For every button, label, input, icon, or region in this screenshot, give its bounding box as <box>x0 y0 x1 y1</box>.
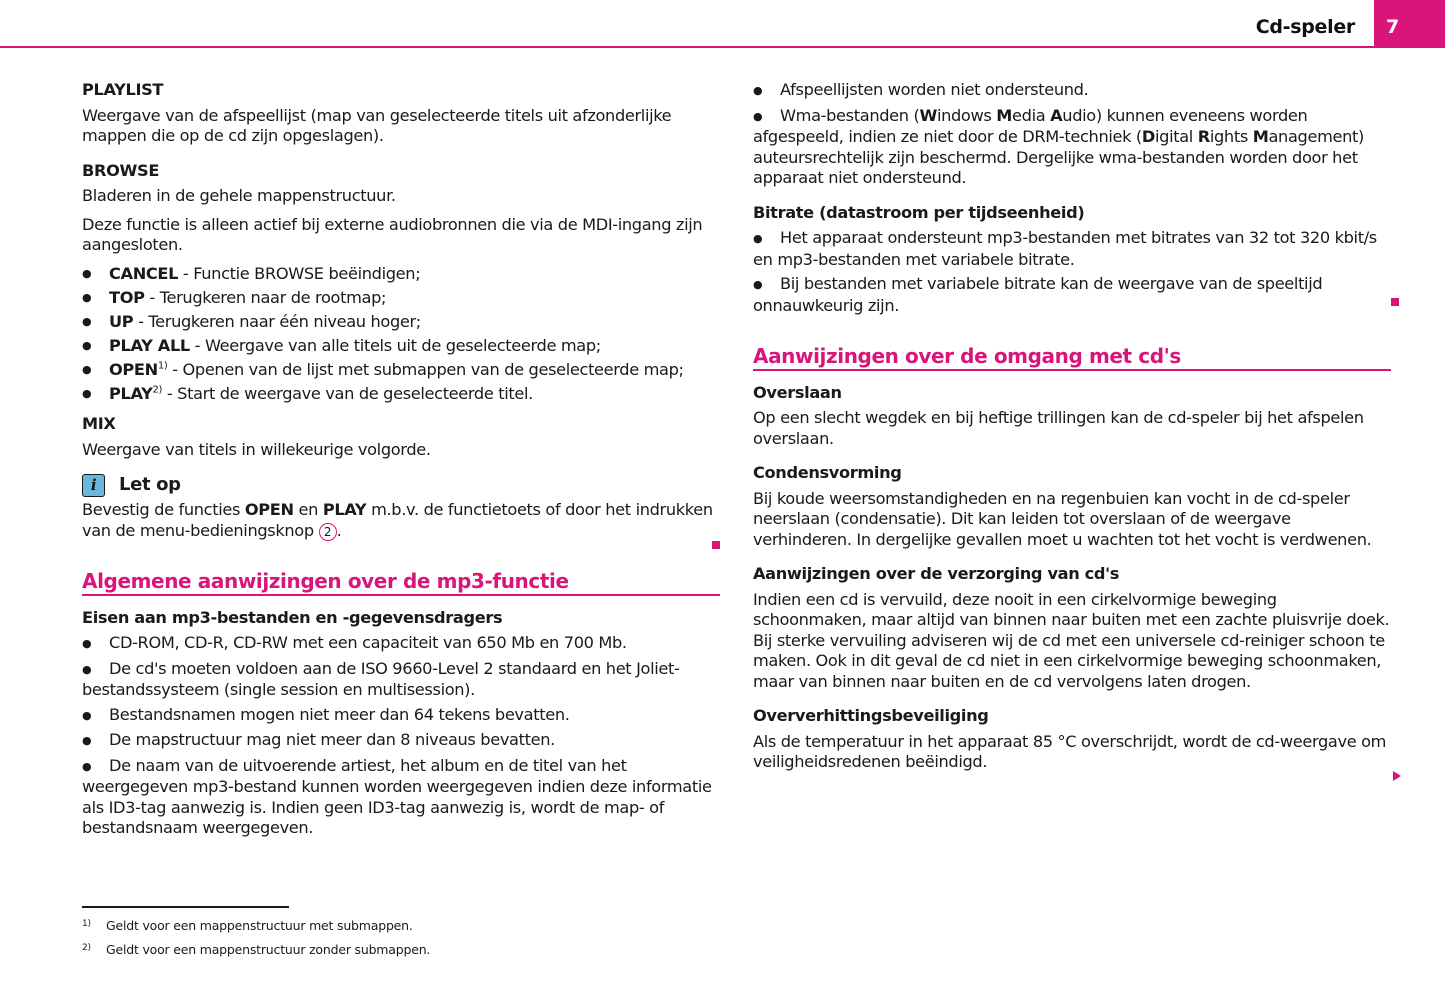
list-item: ● De cd's moeten voldoen aan de ISO 9660-Level 2 standaard en het Joliet-bestandssysteem (single session en multisession). <box>82 658 680 699</box>
list-item: ● Afspeellijsten worden niet ondersteund. <box>753 80 1089 99</box>
page-number: 7 <box>1386 16 1400 38</box>
playlist-text: Weergave van de afspeellijst (map van geselecteerde titels uit afzonderlijke mappen die op de cd zijn opgeslagen). <box>82 105 672 145</box>
mp3-section-title: Algemene aanwijzingen over de mp3-functie <box>82 571 720 596</box>
cd-handling-section-title: Aanwijzingen over de omgang met cd's <box>753 346 1391 371</box>
list-item: ● PLAY ALL - Weergave van alle titels uit de geselecteerde map; <box>82 336 720 357</box>
browse-text-1: Bladeren in de gehele mappenstructuur. <box>82 186 396 205</box>
note-title: Let op <box>119 474 181 496</box>
browse-function-list <box>82 264 720 405</box>
list-item: ● Bestandsnamen mogen niet meer dan 64 tekens bevatten. <box>82 704 570 724</box>
footnote-ref-2[interactable]: 2) <box>152 384 163 396</box>
list-item: ● De naam van de uitvoerende artiest, het album en de titel van het weergegeven mp3-bestand kunnen worden weergegeven indien deze informatie als ID3-tag aanwezig is. Indien geen ID3-tag aanwezig is, wordt de map- of bestandsnaam weergegeven. <box>82 755 712 837</box>
condensation-heading: Condensvorming <box>753 463 902 482</box>
section-end-marker <box>1391 298 1399 306</box>
list-item: ● TOP - Terugkeren naar de rootmap; <box>82 288 720 309</box>
overheat-text: Als de temperatuur in het apparaat 85 °C overschrijdt, wordt de cd-weergave om veiligheidsredenen beëindigd. <box>753 731 1387 771</box>
skip-heading: Overslaan <box>753 382 842 402</box>
knob-reference-circle: 2 <box>319 523 337 541</box>
footnote-2: 2) Geldt voor een mappenstructuur zonder submappen. <box>82 942 431 957</box>
mp3-requirements-heading: Eisen aan mp3-bestanden en -gegevensdragers <box>82 607 503 627</box>
browse-text-2: Deze functie is alleen actief bij externe audiobronnen die via de MDI-ingang zijn aangesloten. <box>82 214 703 254</box>
list-item: ● De mapstructuur mag niet meer dan 8 niveaus bevatten. <box>82 730 555 749</box>
mix-heading: MIX <box>82 414 116 433</box>
note-header <box>82 474 720 497</box>
skip-text: Op een slecht wegdek en bij heftige trillingen kan de cd-speler bij het afspelen overslaan. <box>753 408 1364 448</box>
playlist-heading: PLAYLIST <box>82 80 164 99</box>
note-text: Bevestig de functies OPEN en PLAY m.b.v. de functietoets of door het indrukken van de menu-bedieningsknop 2 . <box>82 500 713 540</box>
footnote-rule <box>82 906 289 908</box>
browse-heading: BROWSE <box>82 160 160 180</box>
condensation-text: Bij koude weersomstandigheden en na regenbuien kan vocht in de cd-speler neerslaan (condensatie). Dit kan leiden tot overslaan of de weergave verhinderen. In dergelijke gevallen moet u wachten tot het vocht is verdwenen. <box>753 488 1372 549</box>
right-column <box>753 80 1391 781</box>
list-item: ● PLAY$^{2)}$ - Start de weergave van de geselecteerde titel. <box>82 384 720 405</box>
info-icon: i <box>82 474 105 497</box>
header-rule <box>0 46 1445 48</box>
overheat-heading: Oververhittingsbeveiliging <box>753 706 989 725</box>
cd-care-heading: Aanwijzingen over de verzorging van cd's <box>753 564 1120 583</box>
section-end-marker <box>712 541 720 549</box>
bitrate-heading: Bitrate (datastroom per tijdseenheid) <box>753 202 1085 222</box>
footnote-1: 1) Geldt voor een mappenstructuur met submappen. <box>82 918 413 933</box>
list-item: ● UP - Terugkeren naar één niveau hoger; <box>82 312 720 333</box>
list-item: ● Wma-bestanden (Windows Media Audio) kunnen eveneens worden afgespeeld, indien ze niet door de DRM-techniek (Digital Rights Management) auteursrechtelijk zijn beschermd. Dergelijke wma-bestanden worden door het apparaat niet ondersteund. <box>753 105 1364 187</box>
continue-arrow-icon <box>1393 771 1401 781</box>
list-item: ● CD-ROM, CD-R, CD-RW met een capaciteit van 650 Mb en 700 Mb. <box>82 633 627 652</box>
chapter-title: Cd-speler <box>1255 16 1355 38</box>
list-item: ● CANCEL - Functie BROWSE beëindigen; <box>82 264 720 285</box>
footnote-ref-1[interactable]: 1) <box>157 360 168 372</box>
list-item: ● OPEN$^{1)}$ - Openen van de lijst met submappen van de geselecteerde map; <box>82 360 720 381</box>
left-column <box>82 80 720 843</box>
list-item: ● Het apparaat ondersteunt mp3-bestanden met bitrates van 32 tot 320 kbit/s en mp3-bestanden met variabele bitrate. <box>753 228 1377 269</box>
mix-text: Weergave van titels in willekeurige volgorde. <box>82 439 431 459</box>
list-item: ● Bij bestanden met variabele bitrate kan de weergave van de speeltijd onnauwkeurig zijn. <box>753 274 1323 315</box>
page-number-box <box>1374 0 1445 48</box>
cd-care-text: Indien een cd is vervuild, deze nooit in een cirkelvormige beweging schoonmaken, maar altijd van binnen naar buiten met een zachte pluisvrije doek. Bij sterke vervuiling adviseren wij de cd met een universele cd-reiniger schoon te maken. Ook in dit geval de cd niet in een cirkelvormige beweging schoonmaken, maar van binnen naar buiten en de cd vervolgens laten drogen. <box>753 589 1390 691</box>
